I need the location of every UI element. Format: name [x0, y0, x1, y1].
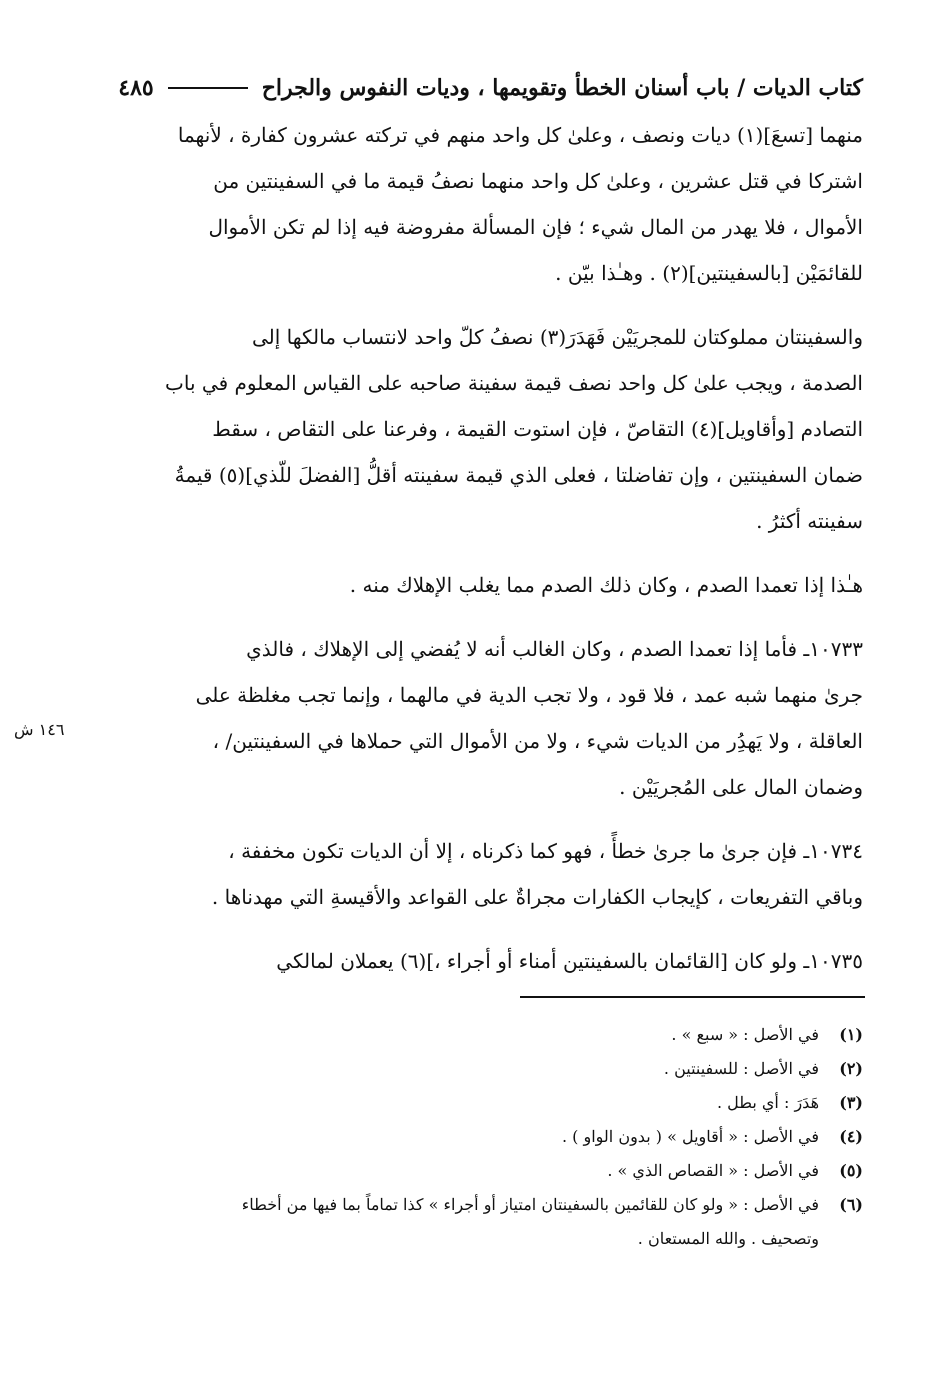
footnote [88, 1154, 863, 1188]
footnote [88, 1052, 863, 1086]
text-line: سفينته أكثرُ . [756, 509, 863, 533]
main-text [88, 112, 863, 984]
header-rule [168, 87, 248, 89]
footnote [88, 1188, 863, 1222]
footnote-number [819, 1222, 863, 1252]
text-line: اشتركا في قتل عشرين ، وعلىٰ كل واحد منهما نصفُ قيمة ما في السفينتين من [213, 169, 863, 193]
text-line: للقائمَيْن [بالسفينتين](٢) . وهـٰذا بيّن . [555, 261, 863, 285]
footnote [88, 1018, 863, 1052]
footnote [88, 1086, 863, 1120]
footnote-text: في الأصل : « سبع » . [671, 1025, 819, 1044]
footnote-number: (٦) [839, 1195, 863, 1214]
text-line: ضمان السفينتين ، وإن تفاضلتا ، فعلى الذي قيمة سفينته أقلُّ [الفضلَ للّذي](٥) قيمةُ [174, 463, 863, 487]
footnote-text: في الأصل : للسفينتين . [663, 1059, 819, 1078]
footnote-separator [520, 996, 865, 998]
running-header [88, 68, 863, 108]
text-line: ١٠٧٣٥ـ ولو كان [القائمان بالسفينتين أمناء أو أجراء ،](٦) يعملان لمالكي [276, 949, 863, 973]
footnote-text: وتصحيف . والله المستعان . [637, 1229, 819, 1248]
text-line: وضمان المال على المُجريَيْن . [619, 775, 863, 799]
text-line: والسفينتان مملوكتان للمجريَيْن فَهَدَرَ(٣) نصفُ كلّ واحد لانتساب مالكها إلى [252, 325, 863, 349]
footnote-continuation [88, 1222, 863, 1252]
footnote [88, 1120, 863, 1154]
text-line: هـٰذا إذا تعمدا الصدم ، وكان ذلك الصدم مما يغلب الإهلاك منه . [349, 573, 863, 597]
text-line: منهما [تسعَ](١) ديات ونصف ، وعلىٰ كل واحد منهم في تركته عشرون كفارة ، لأنهما [177, 123, 863, 147]
text-line: الصدمة ، ويجب علىٰ كل واحد نصف قيمة سفينة صاحبه على القياس المعلوم في باب [165, 371, 863, 395]
footnote-number: (٣) [839, 1093, 863, 1112]
text-line: ١٠٧٣٤ـ فإن جرىٰ ما جرىٰ خطأً ، فهو كما ذكرناه ، إلا أن الديات تكون مخففة ، [228, 839, 863, 863]
page-number: ٤٨٥ [118, 75, 154, 101]
text-line: وباقي التفريعات ، كإيجاب الكفارات مجراةٌ على القواعد والأقيسةِ التي مهدناها . [211, 885, 863, 909]
footnote-number: (٥) [839, 1161, 863, 1180]
footnote-text: في الأصل : « أقاويل » ( بدون الواو ) . [561, 1127, 819, 1146]
footnote-text: في الأصل : « ولو كان للقائمين بالسفينتان امتياز أو أجراء » كذا تماماً بما فيها من أخطاء [241, 1195, 819, 1214]
text-line: العاقلة ، ولا يَهدُِر من الديات شيء ، ولا من الأموال التي حملاها في السفينتين/ ، [212, 729, 863, 753]
header-title: كتاب الديات / باب أسنان الخطأ وتقويمها ، وديات النفوس والجراح [261, 75, 863, 101]
text-line: جرىٰ منهما شبه عمد ، فلا قود ، ولا تجب الدية في مالهما ، وإنما تجب مغلظة على [195, 683, 863, 707]
footnote-number: (٤) [839, 1127, 863, 1146]
text-line: التصادم [وأقاويل](٤) التقاصّ ، فإن استوت القيمة ، وفرعنا على التقاص ، سقط [212, 417, 863, 441]
footnote-text: في الأصل : « القصاص الذي » . [607, 1161, 819, 1180]
footnote-number: (٢) [839, 1059, 863, 1078]
footnote-number: (١) [839, 1025, 863, 1044]
text-line: الأموال ، فلا يهدر من المال شيء ؛ فإن المسألة مفروضة فيه إذا لم تكن الأموال [208, 215, 863, 239]
text-line: ١٠٧٣٣ـ فأما إذا تعمدا الصدم ، وكان الغالب أنه لا يُفضي إلى الإهلاك ، فالذي [246, 637, 863, 661]
manuscript-margin-note: ١٤٦ ش [14, 720, 65, 739]
footnotes [88, 1018, 863, 1252]
footnote-text: هَدَرَ : أي بطل . [716, 1093, 819, 1112]
